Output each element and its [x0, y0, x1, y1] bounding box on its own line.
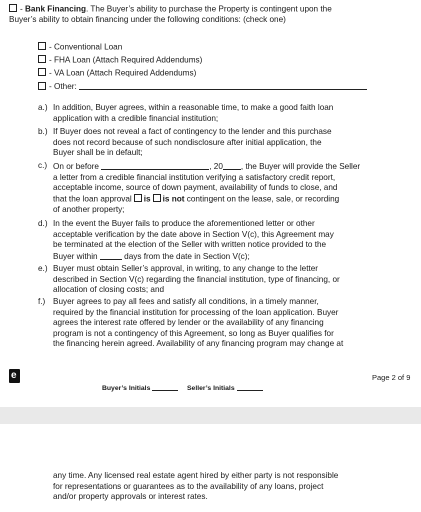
bank-financing-line-2: Buyer’s ability to obtain financing under the following conditions: (check one)	[9, 15, 286, 24]
other-loan-checkbox[interactable]	[38, 82, 46, 90]
paragraph-d: d.) In the event the Buyer fails to produce the aforementioned letter or other acceptable verification by the date above in Section V(c), this Agreement may be terminated at the election of the Seller with written notice provided to the Buyer within days from the date in Section V(c);	[38, 219, 334, 261]
conventional-loan-checkbox[interactable]	[38, 42, 46, 50]
paragraph-f-continued: any time. Any licensed real estate agent hired by either party is not responsible for representations or guarantees as to the availability of any loans, project and/or property approvals or interest rates.	[53, 471, 339, 501]
page-number: Page 2 of 9	[372, 373, 411, 382]
option-conventional-loan: - Conventional Loan	[38, 42, 122, 53]
bank-financing-heading: Bank Financing	[25, 4, 86, 14]
sellers-initials: Seller’s Initials	[187, 384, 263, 392]
year-field[interactable]	[223, 161, 241, 170]
document-page-3	[0, 424, 421, 512]
option-other: - Other:	[38, 81, 367, 93]
fha-loan-checkbox[interactable]	[38, 55, 46, 63]
option-fha-loan: - FHA Loan (Attach Required Addendums)	[38, 55, 202, 66]
days-field[interactable]	[100, 251, 122, 260]
buyers-initials: Buyer’s Initials	[102, 384, 178, 392]
va-loan-checkbox[interactable]	[38, 68, 46, 76]
date-field[interactable]	[101, 161, 209, 170]
paragraph-b: b.) If Buyer does not reveal a fact of contingency to the lender and this purchase does not record because of such nondisclosure after initial application, the Buyer shall be in default;	[38, 127, 332, 157]
bank-financing-line-1: - Bank Financing. The Buyer’s ability to purchase the Property is contingent upon the	[9, 4, 332, 15]
bank-financing-checkbox[interactable]	[9, 4, 17, 12]
paragraph-e: e.) Buyer must obtain Seller’s approval, in writing, to any change to the letter described in Section V(c) regarding the financial institution, type of financing, or allocation of closing costs; and	[38, 264, 340, 294]
is-not-contingent-checkbox[interactable]	[153, 194, 161, 202]
paragraph-c: c.) On or before , 20 , the Buyer will provide the Seller a letter from a credible financial institution verifying a satisfactory credit report, acceptable income, source of down payment, availability of funds to close, and that the loan approval is is not contingent on the lease, sale, or recording of another property;	[38, 161, 361, 214]
other-loan-field[interactable]	[79, 81, 367, 90]
paragraph-f: f.) Buyer agrees to pay all fees and satisfy all conditions, in a timely manner, required by the financial institution for processing of the loan application. Buyer agrees the interest rate offered by lender or the availability of any financing program is not a contingency of this Agreement, so long as Buyer qualifies for the financing herein agreed. Availability of any financing program may change at	[38, 297, 344, 348]
paragraph-a: a.) In addition, Buyer agrees, within a reasonable time, to make a good faith loan application with a credible financial institution;	[38, 103, 334, 123]
eforms-logo-icon: e	[9, 369, 20, 383]
sellers-initials-field[interactable]	[237, 384, 263, 391]
is-contingent-checkbox[interactable]	[134, 194, 142, 202]
option-va-loan: - VA Loan (Attach Required Addendums)	[38, 68, 196, 79]
buyers-initials-field[interactable]	[152, 384, 178, 391]
